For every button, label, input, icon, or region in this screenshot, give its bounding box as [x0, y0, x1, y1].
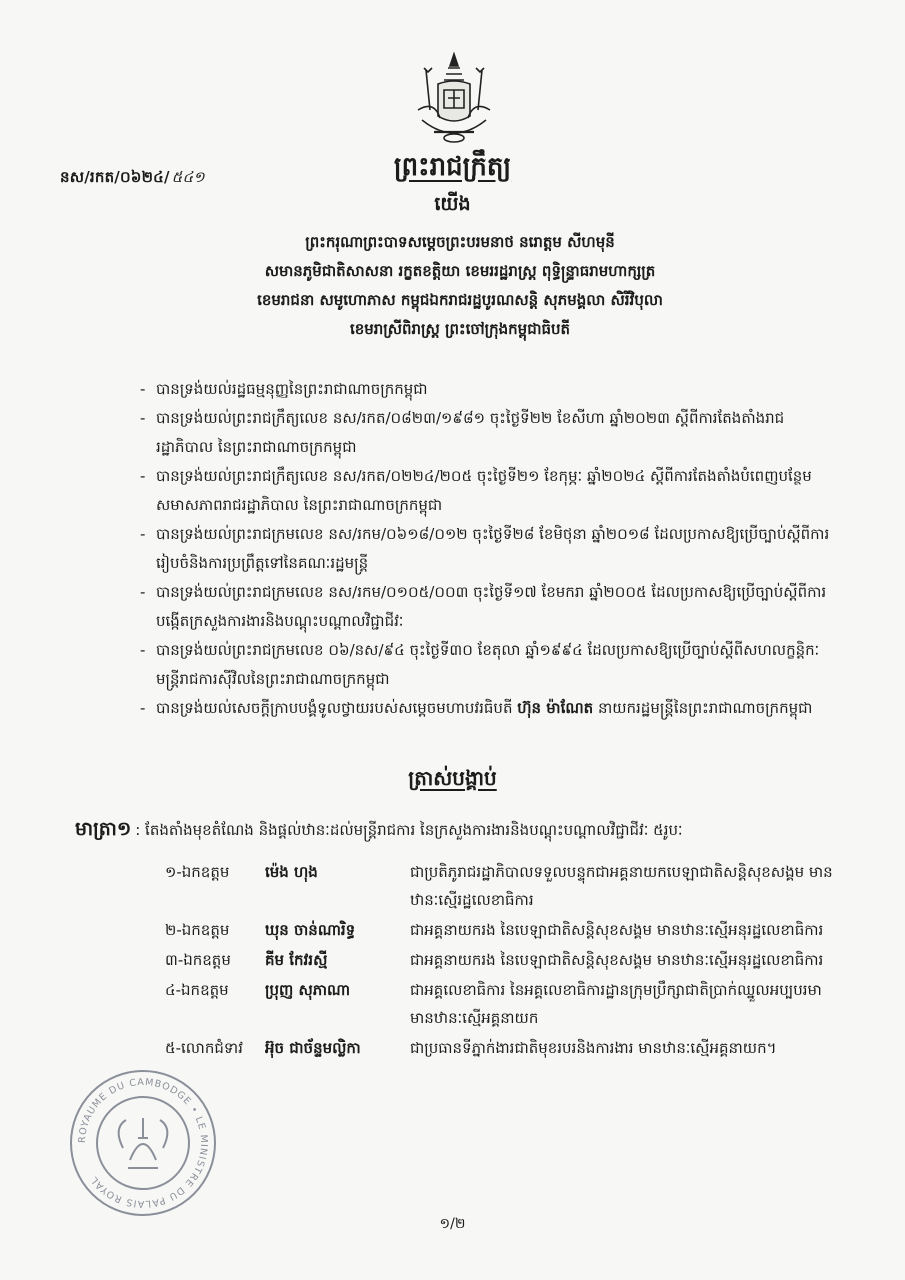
legal-basis-item: - បានទ្រង់យល់ព្រះរាជក្រមលេខ នស/រកម/០៦១៨/០១២ ចុះថ្ងៃទី២៨ ខែមិថុនា ឆ្នាំ២០១៨ ដែលប្រកាសឱ្យប្រើច្បាប់ស្តីពីការរៀបចំនិងការប្រព្រឹត្តទៅនៃគណៈរដ្ឋមន្ត្រី: [140, 520, 840, 578]
royal-titles: [150, 228, 770, 344]
appointee-row: [165, 1034, 845, 1062]
document-title: ព្រះរាជក្រឹត្យ: [393, 152, 512, 182]
appointee-list: [165, 858, 845, 1064]
royal-title-line: ព្រះករុណាព្រះបាទសម្តេចព្រះបរមនាថ នរោត្តម សីហមុនី: [305, 233, 615, 251]
legal-basis-list: [140, 375, 840, 723]
appointee-name: អ៊ុច ជាច័ន្ទមល្លិកា: [265, 1039, 361, 1057]
appointee-position: ជាអគ្គលេខាធិការ នៃអគ្គលេខាធិការដ្ឋានក្រុមប្រឹក្សាជាតិប្រាក់ឈ្នួលអប្បបរមា មានឋានៈស្មើអគ្គនាយក: [410, 981, 822, 1027]
appointee-name: ប្រុញ សុភាណា: [265, 981, 351, 999]
appointee-row: [165, 858, 845, 914]
legal-basis-item: - បានទ្រង់យល់ព្រះរាជក្រឹត្យលេខ នស/រកត/០២២៤/២០៥ ចុះថ្ងៃទី២១ ខែកុម្ភៈ ឆ្នាំ២០២៤ ស្តីពីការតែងតាំងបំពេញបន្ថែមសមាសភាពរាជរដ្ឋាភិបាល នៃព្រះរាជាណាចក្រកម្ពុជា: [140, 462, 840, 520]
legal-basis-item: - បានទ្រង់យល់ព្រះរាជក្រមលេខ ០៦/នស/៩៤ ចុះថ្ងៃទី៣០ ខែតុលា ឆ្នាំ១៩៩៤ ដែលប្រកាសឱ្យប្រើច្បាប់ស្តីពីសហលក្ខន្តិកៈមន្ត្រីរាជការស៊ីវិលនៃព្រះរាជាណាចក្រកម្ពុជា: [140, 636, 840, 694]
legal-basis-text: បានទ្រង់យល់សេចក្តីក្រាបបង្គំទូលថ្វាយរបស់សម្តេចមហាបវរធិបតី: [156, 699, 513, 717]
royal-palace-seal-icon: [68, 1068, 218, 1218]
appointee-rank: ៤-ឯកឧត្តម: [165, 981, 229, 999]
legal-basis-item: - បានទ្រង់យល់ព្រះរាជក្រឹត្យលេខ នស/រកត/០៨២៣/១៩៨១ ចុះថ្ងៃទី២២ ខែសីហា ឆ្នាំ២០២៣ ស្តីពីការតែងតាំងរាជរដ្ឋាភិបាល នៃព្រះរាជាណាចក្រកម្ពុជា: [140, 404, 840, 462]
appointee-rank: ២-ឯកឧត្តម: [165, 921, 230, 939]
appointee-row: [165, 946, 845, 974]
legal-basis-item: - បានទ្រង់យល់ព្រះរាជក្រមលេខ នស/រកម/០១០៥/០០៣ ចុះថ្ងៃទី១៧ ខែមករា ឆ្នាំ២០០៥ ដែលប្រកាសឱ្យប្រើច្បាប់ស្តីពីការបង្កើតក្រសួងការងារនិងបណ្តុះបណ្តាលវិជ្ជាជីវៈ: [140, 578, 840, 636]
legal-basis-item: - បានទ្រង់យល់រដ្ឋធម្មនុញ្ញនៃព្រះរាជាណាចក្រកម្ពុជា: [140, 375, 840, 404]
decree-heading: ត្រាស់បង្គាប់: [408, 766, 497, 790]
article-text: : តែងតាំងមុខតំណែង និងផ្តល់ឋានៈដល់មន្ត្រីរាជការ នៃក្រសួងការងារនិងបណ្តុះបណ្តាលវិជ្ជាជីវៈ ៥រូបៈ: [135, 821, 683, 839]
appointee-row: [165, 976, 845, 1032]
article-label: មាត្រា១: [75, 818, 132, 840]
appointee-row: [165, 916, 845, 944]
legal-basis-item: [140, 694, 840, 723]
appointee-rank: ៣-ឯកឧត្តម: [165, 951, 231, 969]
seal-text: ROYAUME DU CAMBODGE • LE MINISTRE DU PALAIS ROYAL: [76, 1076, 210, 1210]
appointee-name: គីម កែវរស្មី: [265, 951, 328, 969]
appointee-rank: ១-ឯកឧត្តម: [165, 863, 230, 881]
handwritten-number: ៥៤១: [171, 168, 205, 186]
appointee-name: ឃុន ចាន់ណារិទ្ធ: [265, 921, 356, 939]
appointee-name: ម៉េង ហុង: [265, 863, 318, 881]
page-number: ១/២: [439, 1216, 466, 1232]
legal-basis-text-end: នាយករដ្ឋមន្ត្រីនៃព្រះរាជាណាចក្រកម្ពុជា: [597, 699, 813, 717]
prime-minister-name: ហ៊ុន ម៉ាណែត: [517, 699, 594, 717]
appointee-position: ជាប្រធានទីភ្នាក់ងារជាតិមុខរបរនិងការងារ មានឋានៈស្មើអគ្គនាយក។: [410, 1039, 777, 1057]
royal-title-line: សមានភូមិជាតិសាសនា រក្ខតខត្តិយា ខេមររដ្ឋរាស្ត្រ ពុទ្ធិន្ទ្រាធរាមហាក្សត្រ: [264, 262, 656, 280]
article-1: [75, 815, 875, 844]
appointee-position: ជាអគ្គនាយករង នៃបេឡាជាតិសន្តិសុខសង្គម មានឋានៈស្មើអនុរដ្ឋលេខាធិការ: [410, 921, 824, 939]
royal-coat-of-arms-icon: [404, 50, 504, 150]
reference-number-text: នស/រកត/០៦២៤/: [60, 168, 170, 186]
appointee-position: ជាប្រតិភូរាជរដ្ឋាភិបាលទទួលបន្ទុកជាអគ្គនាយកបេឡាជាតិសន្តិសុខសង្គម មានឋានៈស្មើរដ្ឋលេខាធិការ: [410, 863, 833, 909]
appointee-rank: ៥-លោកជំទាវ: [165, 1039, 243, 1057]
royal-title-line: ខេមរាស្រីពិរាស្ត្រ ព្រះចៅក្រុងកម្ពុជាធិបតី: [349, 320, 571, 338]
subject-heading: យើង: [434, 193, 471, 215]
royal-title-line: ខេមរាជនា សមូហោភាស កម្ពុជឯករាជរដ្ឋបូរណសន្តិ សុភមង្គលា សិរីវិបុលា: [257, 291, 663, 309]
appointee-position: ជាអគ្គនាយករង នៃបេឡាជាតិសន្តិសុខសង្គម មានឋានៈស្មើអនុរដ្ឋលេខាធិការ: [410, 951, 824, 969]
